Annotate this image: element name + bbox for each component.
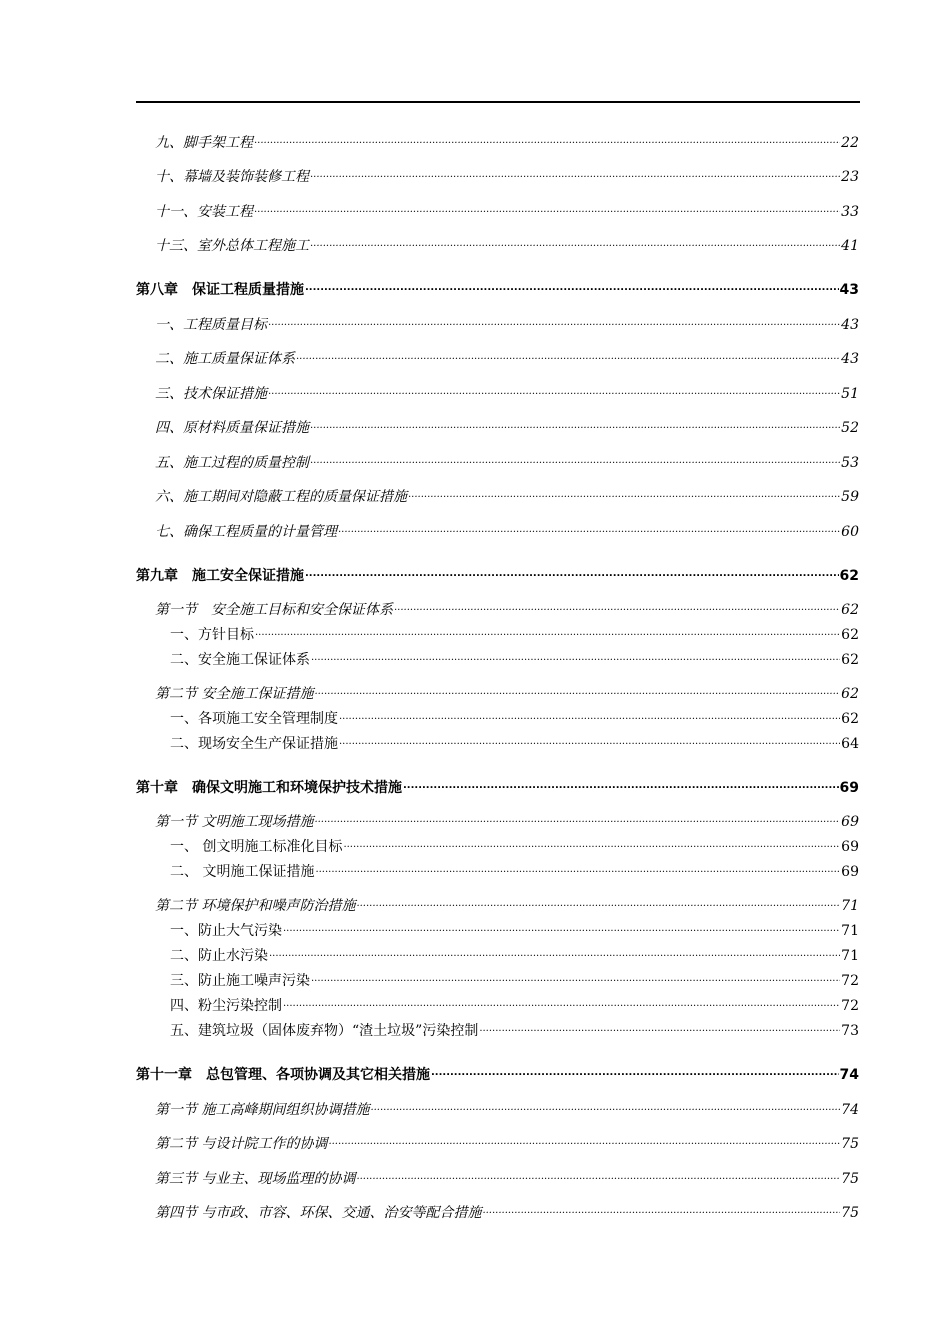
toc-entry-title: 十、幕墙及装饰装修工程 (155, 169, 309, 185)
toc-entry-title: 第十章 确保文明施工和环境保护技术措施 (136, 780, 402, 796)
toc-leader-dots (254, 196, 840, 216)
toc-entry-page: 22 (841, 135, 859, 151)
toc-entry[interactable] (170, 965, 859, 989)
toc-entry-title: 二、防止水污染 (170, 948, 268, 964)
toc-section-entry[interactable] (155, 890, 859, 914)
toc-leader-dots (431, 1059, 839, 1079)
toc-entry-page: 62 (841, 686, 859, 702)
toc-entry-title: 第一节 施工高峰期间组织协调措施 (155, 1102, 370, 1118)
toc-leader-dots (339, 728, 840, 748)
toc-leader-dots (338, 516, 840, 536)
toc-entry[interactable] (170, 856, 859, 880)
toc-entry-title: 五、施工过程的质量控制 (155, 455, 309, 471)
toc-entry[interactable] (155, 309, 859, 333)
toc-entry-page: 75 (841, 1205, 859, 1221)
toc-entry-page: 60 (841, 524, 859, 540)
toc-section-entry[interactable] (155, 1163, 859, 1187)
toc-entry-page: 75 (841, 1171, 859, 1187)
toc-entry-title: 四、原材料质量保证措施 (155, 420, 309, 436)
toc-entry-page: 71 (841, 948, 859, 964)
toc-entry-page: 52 (841, 420, 859, 436)
toc-entry-title: 第二节 与设计院工作的协调 (155, 1136, 328, 1152)
toc-section-entry[interactable] (155, 1128, 859, 1152)
toc-leader-dots (310, 161, 840, 181)
toc-leader-dots (343, 831, 840, 851)
toc-section-entry[interactable] (155, 1094, 859, 1118)
toc-entry-title: 一、防止大气污染 (170, 923, 282, 939)
toc-entry-title: 十三、室外总体工程施工 (155, 238, 309, 254)
toc-entry-title: 第一节 安全施工目标和安全保证体系 (155, 602, 393, 618)
toc-entry-page: 62 (841, 711, 859, 727)
toc-entry-page: 72 (841, 998, 859, 1014)
toc-leader-dots (315, 856, 840, 876)
toc-entry-title: 五、建筑垃圾（固体废弃物）“渣土垃圾”污染控制 (170, 1023, 479, 1039)
toc-leader-dots (310, 230, 840, 250)
toc-entry-page: 62 (841, 627, 859, 643)
toc-entry-page: 62 (841, 602, 859, 618)
toc-entry[interactable] (155, 412, 859, 436)
toc-leader-dots (310, 412, 840, 432)
toc-entry-page: 43 (841, 351, 859, 367)
toc-entry-page: 71 (841, 898, 859, 914)
toc-leader-dots (328, 1128, 840, 1148)
toc-entry-title: 四、粉尘污染控制 (170, 998, 282, 1014)
toc-entry-title: 七、确保工程质量的计量管理 (155, 524, 337, 540)
toc-leader-dots (482, 1197, 840, 1217)
toc-entry-page: 74 (839, 1067, 859, 1083)
toc-chapter-entry[interactable] (136, 274, 859, 298)
toc-entry-page: 62 (839, 568, 859, 584)
toc-leader-dots (254, 127, 840, 147)
toc-leader-dots (479, 1015, 840, 1035)
toc-leader-dots (311, 644, 840, 664)
toc-entry-title: 二、 文明施工保证措施 (170, 864, 315, 880)
toc-entry-page: 41 (841, 238, 859, 254)
toc-entry-title: 第四节 与市政、市容、环保、交通、治安等配合措施 (155, 1205, 482, 1221)
toc-leader-dots (268, 378, 840, 398)
toc-entry-title: 一、工程质量目标 (155, 317, 267, 333)
toc-entry-page: 33 (841, 204, 859, 220)
toc-entry-title: 二、现场安全生产保证措施 (170, 736, 338, 752)
toc-entry-page: 23 (841, 169, 859, 185)
toc-entry-title: 二、施工质量保证体系 (155, 351, 295, 367)
toc-section-entry[interactable] (155, 806, 859, 830)
toc-leader-dots (370, 1094, 840, 1114)
toc-entry-title: 三、防止施工噪声污染 (170, 973, 310, 989)
toc-leader-dots (314, 806, 840, 826)
toc-entry[interactable] (170, 940, 859, 964)
toc-entry-page: 72 (841, 973, 859, 989)
toc-section-entry[interactable] (155, 594, 859, 618)
toc-leader-dots (311, 965, 840, 985)
toc-entry-title: 二、安全施工保证体系 (170, 652, 310, 668)
toc-entry-title: 九、脚手架工程 (155, 135, 253, 151)
toc-entry[interactable] (155, 196, 859, 220)
toc-leader-dots (296, 343, 840, 363)
toc-leader-dots (283, 990, 840, 1010)
toc-entry-title: 三、技术保证措施 (155, 386, 267, 402)
toc-leader-dots (394, 594, 840, 614)
toc-entry-page: 69 (841, 864, 859, 880)
toc-entry-title: 第一节 文明施工现场措施 (155, 814, 314, 830)
toc-entry-page: 75 (841, 1136, 859, 1152)
toc-entry-title: 一、各项施工安全管理制度 (170, 711, 338, 727)
toc-entry[interactable] (155, 378, 859, 402)
toc-leader-dots (305, 560, 839, 580)
toc-entry[interactable] (155, 161, 859, 185)
toc-entry-page: 43 (839, 282, 859, 298)
toc-leader-dots (356, 890, 840, 910)
toc-entry[interactable] (170, 1015, 859, 1039)
toc-entry-title: 第十一章 总包管理、各项协调及其它相关措施 (136, 1067, 430, 1083)
toc-entry-title: 第二节 安全施工保证措施 (155, 686, 314, 702)
toc-leader-dots (408, 481, 840, 501)
toc-entry-title: 十一、安装工程 (155, 204, 253, 220)
toc-entry-page: 69 (841, 839, 859, 855)
toc-section-entry[interactable] (155, 1197, 859, 1221)
toc-entry-title: 第九章 施工安全保证措施 (136, 568, 304, 584)
toc-entry-title: 第八章 保证工程质量措施 (136, 282, 304, 298)
toc-chapter-entry[interactable] (136, 1059, 859, 1083)
toc-entry[interactable] (170, 915, 859, 939)
toc-entry-title: 一、方针目标 (170, 627, 254, 643)
toc-chapter-entry[interactable] (136, 772, 859, 796)
toc-leader-dots (305, 274, 839, 294)
toc-entry[interactable] (155, 447, 859, 471)
toc-leader-dots (339, 703, 840, 723)
toc-entry-page: 59 (841, 489, 859, 505)
toc-leader-dots (255, 619, 840, 639)
toc-entry[interactable] (170, 990, 859, 1014)
toc-entry-title: 六、施工期间对隐蔽工程的质量保证措施 (155, 489, 407, 505)
toc-entry-page: 71 (841, 923, 859, 939)
header-rule (136, 101, 860, 103)
toc-entry[interactable] (155, 230, 859, 254)
toc-entry[interactable] (170, 831, 859, 855)
toc-entry[interactable] (170, 728, 859, 752)
toc-entry-page: 53 (841, 455, 859, 471)
toc-leader-dots (403, 772, 839, 792)
toc-entry[interactable] (155, 343, 859, 367)
toc-section-entry[interactable] (155, 678, 859, 702)
toc-entry-title: 第二节 环境保护和噪声防治措施 (155, 898, 356, 914)
toc-entry[interactable] (155, 481, 859, 505)
toc-entry-page: 73 (841, 1023, 859, 1039)
toc-entry-page: 69 (841, 814, 859, 830)
toc-leader-dots (356, 1163, 840, 1183)
toc-leader-dots (310, 447, 840, 467)
toc-entry[interactable] (155, 516, 859, 540)
toc-entry-page: 43 (841, 317, 859, 333)
toc-chapter-entry[interactable] (136, 560, 859, 584)
toc-entry[interactable] (170, 619, 859, 643)
toc-entry[interactable] (155, 127, 859, 151)
toc-entry-page: 51 (841, 386, 859, 402)
toc-entry-page: 64 (841, 736, 859, 752)
toc-entry-title: 一、 创文明施工标准化目标 (170, 839, 343, 855)
toc-entry-title: 第三节 与业主、现场监理的协调 (155, 1171, 356, 1187)
toc-leader-dots (269, 940, 840, 960)
toc-entry-page: 74 (841, 1102, 859, 1118)
toc-entry[interactable] (170, 644, 859, 668)
toc-leader-dots (268, 309, 840, 329)
toc-entry[interactable] (170, 703, 859, 727)
toc-entry-page: 62 (841, 652, 859, 668)
toc-leader-dots (314, 678, 840, 698)
toc-leader-dots (283, 915, 840, 935)
toc-entry-page: 69 (839, 780, 859, 796)
